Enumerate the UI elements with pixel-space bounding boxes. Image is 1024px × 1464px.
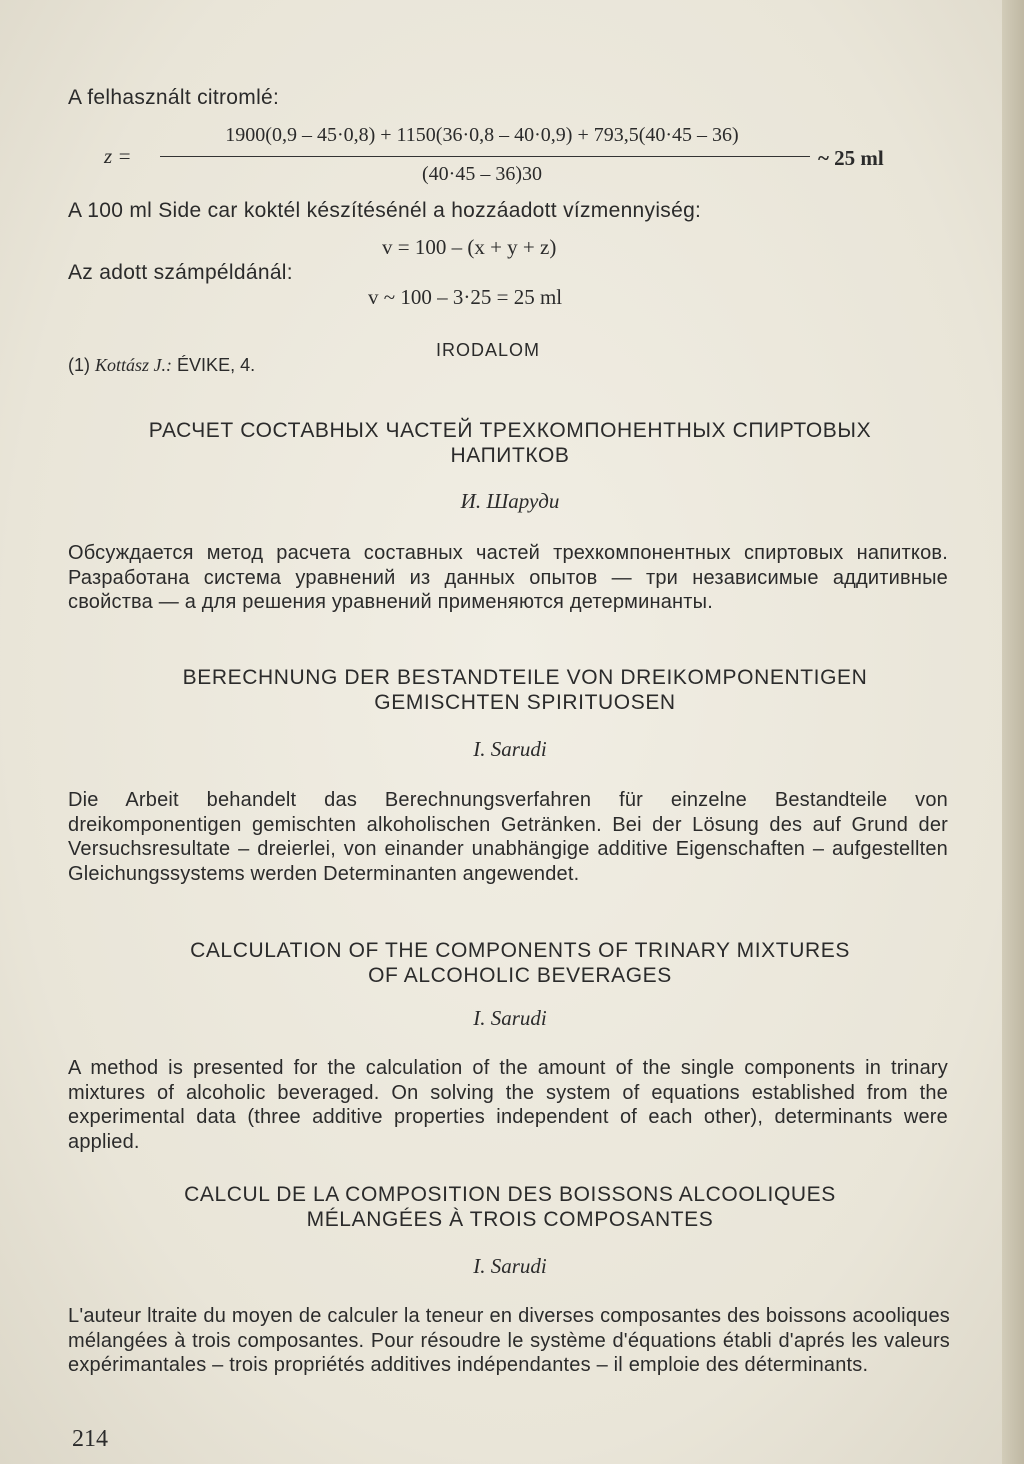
formula-z-fraction-bar xyxy=(160,156,810,157)
formula-z-lhs: z = xyxy=(104,144,132,168)
section-fr-title xyxy=(60,1182,960,1232)
section-ru-title-line2: НАПИТКОВ xyxy=(450,444,570,467)
section-ru-author: И. Шаруди xyxy=(460,489,560,513)
reference-1 xyxy=(68,355,255,376)
section-en-title-line1: CALCULATION OF THE COMPONENTS OF TRINARY MIXTURES xyxy=(190,939,850,962)
section-fr-title-line2: MÉLANGÉES À TROIS COMPOSANTES xyxy=(306,1208,714,1231)
formula-z-denominator: (40·45 – 36)30 xyxy=(422,163,542,185)
references-heading: IRODALOM xyxy=(436,340,541,360)
formula-z-numerator: 1900(0,9 – 45·0,8) + 1150(36·0,8 – 40·0,9) + 793,5(40·45 – 36) xyxy=(225,124,739,146)
section-en-title xyxy=(60,938,980,988)
section-de-title xyxy=(60,665,990,715)
reference-number: (1) xyxy=(68,355,90,375)
section-de-author: I. Sarudi xyxy=(473,737,547,761)
intro-label: A felhasznált citromlé: xyxy=(68,86,280,109)
section-ru-title-line1: РАСЧЕТ СОСТАВНЫХ ЧАСТЕЙ ТРЕХКОМПОНЕНТНЫХ СПИРТОВЫХ xyxy=(148,419,872,442)
section-de-abstract: Die Arbeit behandelt das Berechnungsverfahren für einzelne Bestandteile von dreikomponentigen gemischten alkoholischen Getränken. Bei der Lösung des auf Grund der Versuchsresultate – dreierlei, von einander unabhängige additive Eigenschaften – aufgestellten Gleichungssystems werden Determinanten angewendet. xyxy=(68,789,948,885)
section-en-author: I. Sarudi xyxy=(473,1006,547,1030)
formula-z-result: ~ 25 ml xyxy=(818,146,884,170)
formula-v: v = 100 – (x + y + z) xyxy=(382,235,557,259)
section-ru-abstract: Обсуждается метод расчета составных частей трехкомпонентных спиртовых напитков. Разработана система уравнений из данных опытов — три независимые аддитивные свойства — а для решения уравнений применяются детерминанты. xyxy=(68,542,948,613)
section-en-title-line2: OF ALCOHOLIC BEVERAGES xyxy=(368,964,672,987)
example-label: Az adott számpéldánál: xyxy=(68,261,293,284)
section-en-abstract: A method is presented for the calculation of the amount of the single components in trinary mixtures of alcoholic beveraged. On solving the system of equations established from the experimental data (three additive properties independent of each other), determinants were applied. xyxy=(68,1057,948,1153)
reference-author: Kottász J.: xyxy=(95,355,173,375)
reference-source: ÉVIKE, 4. xyxy=(177,355,256,375)
section-de-title-line1: BERECHNUNG DER BESTANDTEILE VON DREIKOMPONENTIGEN xyxy=(182,666,868,689)
page-number: 214 xyxy=(72,1426,108,1452)
section-de-title-line2: GEMISCHTEN SPIRITUOSEN xyxy=(374,691,676,714)
section-ru-title xyxy=(60,418,960,468)
section-fr-author: I. Sarudi xyxy=(473,1254,547,1278)
formula-v2: v ~ 100 – 3·25 = 25 ml xyxy=(368,285,563,309)
section-fr-abstract: L'auteur ltraite du moyen de calculer la teneur en diverses composantes des boissons acooliques mélangées à trois composantes. Pour résoudre le système d'équations établi d'aprés les valeurs expérimantales – trois propriétés additives indépendantes – il emploie des déterminants. xyxy=(68,1305,950,1376)
page-edge xyxy=(1002,0,1024,1464)
section-fr-title-line1: CALCUL DE LA COMPOSITION DES BOISSONS ALCOOLIQUES xyxy=(184,1183,836,1206)
water-sentence: A 100 ml Side car koktél készítésénél a hozzáadott vízmennyiség: xyxy=(68,199,702,222)
